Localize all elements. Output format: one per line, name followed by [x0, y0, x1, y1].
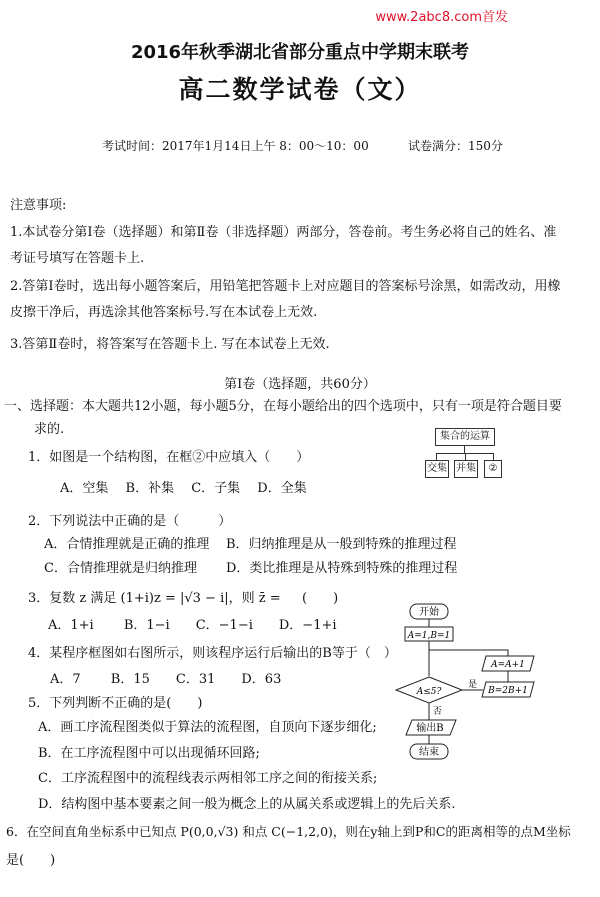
q3-stem: 3．复数 z 满足 (1+i)z = |√3 − i|，则 z̄ =	[28, 591, 281, 606]
exam-time: 考试时间：2017年1月14日上午 8：00～10：00	[102, 139, 369, 153]
flow-yes-label: 是	[468, 680, 478, 690]
flow-no-label: 否	[433, 707, 443, 717]
q5-option-c: C．工序流程图中的流程线表示两相邻工序之间的衔接关系;	[38, 771, 378, 786]
q6-tail: 是( )	[6, 853, 56, 868]
q5-stem: 5．下列判断不正确的是( )	[28, 696, 203, 711]
section-title: 第Ⅰ卷（选择题，共60分）	[224, 377, 376, 392]
q6-stem: 6．在空间直角坐标系中已知点 P(0,0,√3) 和点 C(−1,2,0)，则在y轴上到P和C的距离相等的点M坐标	[6, 824, 571, 839]
q5-option-a: A．画工序流程图类似于算法的流程图，自顶向下逐步细化;	[38, 720, 377, 735]
note-2-line1: 2.答第Ⅰ卷时，选出每小题答案后，用铅笔把答题卡上对应题目的答案标号涂黑，如需改动，用橡	[10, 279, 561, 294]
q3-options: A．1+i B．1−i C．−1−i D．−1+i	[48, 618, 337, 633]
q5-option-b: B．在工序流程图中可以出现循环回路;	[38, 746, 260, 761]
q1-connector	[493, 453, 494, 460]
flow-step-b-text: B=2B+1	[488, 686, 528, 696]
q1-options: A．空集 B．补集 C．子集 D．全集	[60, 481, 307, 496]
q2-option-d: D．类比推理是从特殊到特殊的推理过程	[226, 561, 458, 576]
exam-subtitle: 高二数学试卷（文）	[178, 75, 422, 104]
note-3: 3.答第Ⅱ卷时，将答案写在答题卡上. 写在本试卷上无效.	[10, 337, 330, 352]
flow-output-text: 输出B	[416, 723, 444, 734]
note-1-line2: 考证号填写在答题卡上.	[10, 251, 145, 266]
flow-step-a-text: A=A+1	[491, 660, 525, 670]
q2-stem: 2．下列说法中正确的是（ ）	[28, 514, 232, 529]
section-intro-line2: 求的.	[34, 422, 65, 437]
note-2-line2: 皮擦干净后，再选涂其他答案标号.写在本试卷上无效.	[10, 305, 318, 320]
q1-stem: 1．如图是一个结构图，在框②中应填入（ ）	[28, 450, 310, 465]
q1-root-box: 集合的运算	[435, 428, 495, 446]
q2-option-b: B．归纳推理是从一般到特殊的推理过程	[226, 537, 457, 552]
flow-loop-back	[429, 650, 508, 656]
full-score: 试卷满分：150分	[408, 139, 503, 153]
q1-connector	[464, 446, 465, 453]
q5-option-d: D．结构图中基本要素之间一般为概念上的从属关系或逻辑上的先后关系.	[38, 797, 456, 812]
watermark: www.2abc8.com首发	[375, 10, 508, 25]
q4-flowchart	[388, 598, 538, 768]
q2-option-a: A．合情推理就是正确的推理	[44, 537, 210, 552]
q1-box-intersection: 交集	[425, 460, 449, 478]
flow-start-text: 开始	[419, 607, 439, 618]
note-1-line1: 1.本试卷分第Ⅰ卷（选择题）和第Ⅱ卷（非选择题）两部分，答卷前。考生务必将自己的姓名、准	[10, 225, 557, 240]
q3-paren: ( )	[302, 591, 339, 606]
q4-options: A．7 B．15 C．31 D．63	[50, 672, 282, 687]
section-intro-line1: 一、选择题：本大题共12小题，每小题5分，在每小题给出的四个选项中，只有一项是符合题目要	[4, 399, 562, 414]
notes-heading: 注意事项:	[10, 198, 67, 213]
flow-end-text: 结束	[419, 747, 439, 758]
q2-option-c: C．合情推理就是归纳推理	[44, 561, 197, 576]
exam-title: 2016年秋季湖北省部分重点中学期末联考	[130, 42, 470, 63]
q1-box-blank: ②	[484, 460, 502, 478]
flow-init-text: A=1,B=1	[407, 631, 451, 641]
q1-box-union: 并集	[454, 460, 478, 478]
q1-connector	[465, 453, 466, 460]
flow-condition-text: A≤5?	[416, 687, 442, 697]
q4-stem: 4．某程序框图如右图所示，则该程序运行后输出的B等于（ ）	[28, 646, 397, 661]
q1-connector	[436, 453, 437, 460]
